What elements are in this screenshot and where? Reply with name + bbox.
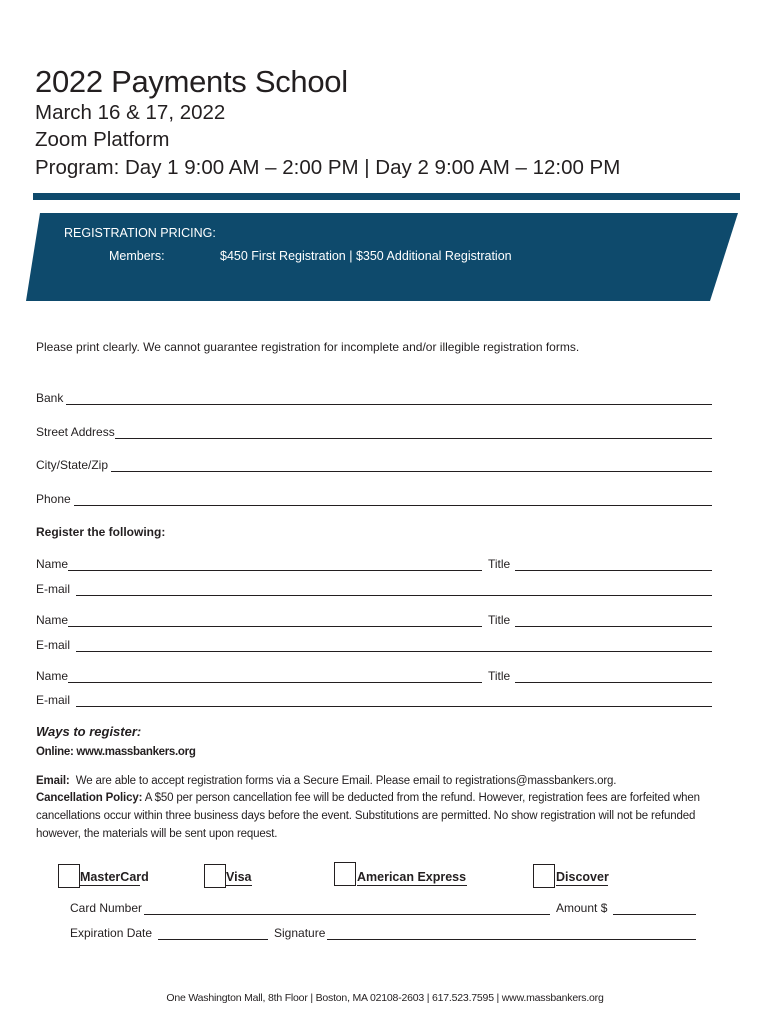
cancellation-heading: Cancellation Policy:	[36, 792, 143, 804]
event-date: March 16 & 17, 2022	[35, 101, 226, 124]
discover-checkbox[interactable]	[533, 864, 555, 888]
name-label: Name	[36, 557, 69, 571]
visa-label: Visa	[226, 870, 252, 884]
name-label: Name	[36, 613, 69, 627]
mastercard-label: MasterCard	[80, 870, 149, 884]
bank-field[interactable]	[36, 389, 712, 405]
online-registration: Online: www.massbankers.org	[36, 746, 196, 758]
registrant-3-email-field[interactable]	[36, 691, 712, 707]
registrant-3-name-field[interactable]	[36, 667, 482, 683]
city-state-zip-label: City/State/Zip	[36, 458, 109, 472]
visa-checkbox[interactable]	[204, 864, 226, 888]
pricing-heading: REGISTRATION PRICING:	[64, 226, 216, 240]
registrant-2-name-field[interactable]	[36, 611, 482, 627]
members-pricing: $450 First Registration | $350 Additional Registration	[220, 249, 512, 263]
expiration-date-label: Expiration Date	[70, 926, 153, 940]
page-title: 2022 Payments School	[35, 64, 348, 99]
card-number-field[interactable]	[70, 899, 550, 915]
amount-label: Amount $	[556, 901, 608, 915]
footer-address: One Washington Mall, 8th Floor | Boston, MA 02108-2603 | 617.523.7595 | www.massbankers.org	[166, 992, 604, 1004]
register-heading: Register the following:	[36, 525, 166, 539]
signature-label: Signature	[274, 926, 326, 940]
members-label: Members:	[109, 249, 165, 263]
registrant-1-name-field[interactable]	[36, 555, 482, 571]
cancellation-policy	[36, 789, 726, 843]
registrant-2-email-field[interactable]	[36, 636, 712, 652]
email-text: We are able to accept registration forms via a Secure Email. Please email to registrations@massbankers.org.	[75, 775, 617, 787]
title-label: Title	[488, 557, 511, 571]
title-label: Title	[488, 669, 511, 683]
street-address-label: Street Address	[36, 425, 115, 439]
phone-field[interactable]	[36, 490, 712, 506]
ways-heading: Ways to register:	[36, 724, 142, 739]
header-rule	[33, 193, 740, 200]
american-express-checkbox[interactable]	[334, 862, 356, 886]
email-label: E-mail	[36, 582, 71, 596]
street-address-field[interactable]	[36, 423, 712, 439]
american-express-label: American Express	[357, 870, 467, 884]
email-label: E-mail	[36, 638, 71, 652]
card-number-label: Card Number	[70, 901, 143, 915]
registrant-3-title-field[interactable]	[488, 667, 712, 683]
email-instructions	[36, 772, 726, 790]
discover-label: Discover	[556, 870, 609, 884]
amount-field[interactable]	[556, 899, 696, 915]
bank-label: Bank	[36, 391, 64, 405]
event-program: Program: Day 1 9:00 AM – 2:00 PM | Day 2 9:00 AM – 12:00 PM	[35, 156, 621, 179]
expiration-date-field[interactable]	[70, 924, 268, 940]
email-heading: Email:	[36, 775, 70, 787]
registrant-1-title-field[interactable]	[488, 555, 712, 571]
city-state-zip-field[interactable]	[36, 456, 712, 472]
registrant-2-title-field[interactable]	[488, 611, 712, 627]
name-label: Name	[36, 669, 69, 683]
registrant-1-email-field[interactable]	[36, 580, 712, 596]
email-label: E-mail	[36, 693, 71, 707]
event-platform: Zoom Platform	[35, 128, 170, 151]
title-label: Title	[488, 613, 511, 627]
mastercard-checkbox[interactable]	[58, 864, 80, 888]
cancellation-text: A $50 per person cancellation fee will be deducted from the refund. However, registration fees are forfeited when cancellations occur within three business days before the event. Substitutions are permitted. No show registration will not be refunded however, the materials will be sent upon request.	[36, 792, 700, 840]
phone-label: Phone	[36, 492, 71, 506]
instructions: Please print clearly. We cannot guarantee registration for incomplete and/or illegible registration forms.	[36, 340, 580, 354]
signature-field[interactable]	[274, 924, 696, 940]
